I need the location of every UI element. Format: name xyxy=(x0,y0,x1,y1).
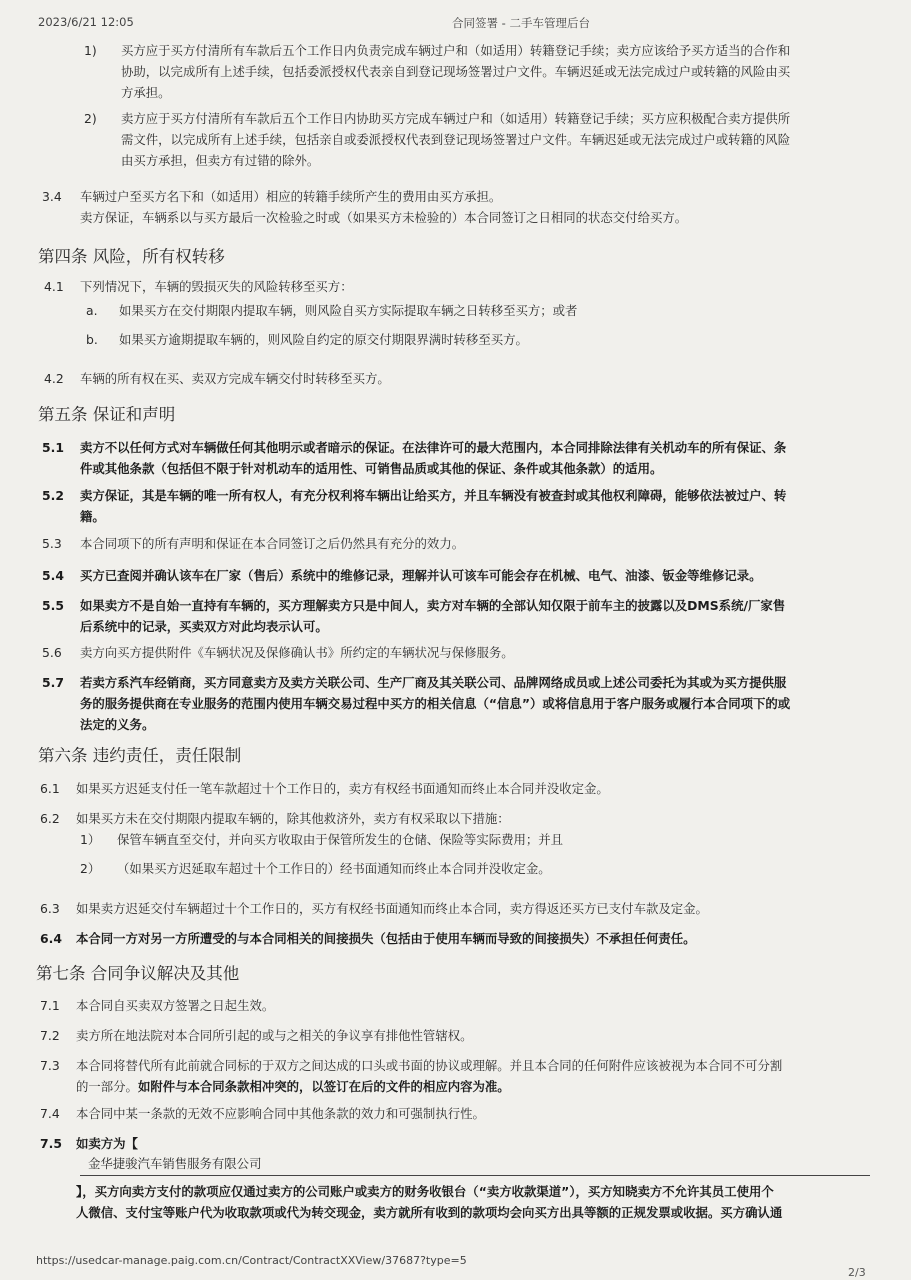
clause-5-6: 卖方向买方提供附件《车辆状况及保修确认书》所约定的车辆状况与保修服务。 xyxy=(80,645,514,660)
clause-4-1-a: 如果买方在交付期限内提取车辆，则风险自买方实际提取车辆之日转移至买方；或者 xyxy=(119,303,578,318)
clause-6-4-number: 6.4 xyxy=(40,931,62,946)
clause-6-1-number: 6.1 xyxy=(40,781,60,796)
clause-5-7-number: 5.7 xyxy=(42,675,64,690)
clause-4-1-b-number: b. xyxy=(86,332,98,347)
clause-5-2-number: 5.2 xyxy=(42,488,64,503)
clause-6-2-1-number: 1） xyxy=(80,832,101,847)
clause-5-5 xyxy=(80,595,785,637)
clause-line: 协助，以完成所有上述手续，包括委派授权代表亲自到登记现场签署过户文件。车辆迟延或无法完成过户或转籍的风险由买 xyxy=(121,64,791,79)
clause-4-1: 下列情况下，车辆的毁损灭失的风险转移至买方： xyxy=(80,279,353,294)
clause-7-4: 本合同中某一条款的无效不应影响合同中其他条款的效力和可强制执行性。 xyxy=(76,1106,485,1121)
page-url: https://usedcar-manage.paig.com.cn/Contract/ContractXXView/37687?type=5 xyxy=(36,1254,467,1267)
clause-5-7 xyxy=(80,672,790,735)
clause-line: 件或其他条款（包括但不限于针对机动车的适用性、可销售品质或其他的保证、条件或其他条款）的适用。 xyxy=(80,461,663,476)
clause-line: 需文件，以完成所有上述手续，包括亲自或委派授权代表到登记现场签署过户文件。车辆迟延或无法完成过户或转籍的风险 xyxy=(121,132,791,147)
clause-6-2-2-number: 2） xyxy=(80,861,101,876)
clause-3-3-1 xyxy=(121,40,790,103)
clause-line: 后系统中的记录，买卖双方对此均表示认可。 xyxy=(80,619,328,634)
clause-6-2-2: （如果买方迟延取车超过十个工作日的）经书面通知而终止本合同并没收定金。 xyxy=(117,861,551,876)
clause-7-5-body xyxy=(76,1181,782,1223)
clause-3-4-number: 3.4 xyxy=(42,189,62,204)
clause-6-2-1: 保管车辆直至交付，并向买方收取由于保管所发生的仓储、保险等实际费用；并且 xyxy=(117,832,564,847)
clause-line: 本合同将替代所有此前就合同标的于双方之间达成的口头或书面的协议或理解。并且本合同的任何附件应该被视为本合同不可分割 xyxy=(76,1058,783,1073)
clause-5-5-number: 5.5 xyxy=(42,598,64,613)
clause-7-3 xyxy=(76,1055,782,1097)
clause-line: 务的服务提供商在专业服务的范围内使用车辆交易过程中买方的相关信息（“信息”）或将信息用于客户服务或履行本合同项下的或 xyxy=(80,696,791,711)
clause-6-4: 本合同一方对另一方所遭受的与本合同相关的间接损失（包括由于使用车辆而导致的间接损失）不承担任何责任。 xyxy=(76,931,696,946)
clause-5-1-number: 5.1 xyxy=(42,440,64,455)
clause-7-2: 卖方所在地法院对本合同所引起的或与之相关的争议享有排他性管辖权。 xyxy=(76,1028,473,1043)
clause-7-5-label: 如卖方为【 xyxy=(76,1136,138,1151)
clause-4-2: 车辆的所有权在买、卖双方完成车辆交付时转移至买方。 xyxy=(80,371,390,386)
clause-line: 卖方不以任何方式对车辆做任何其他明示或者暗示的保证。在法律许可的最大范围内，本合同排除法律有关机动车的所有保证、条 xyxy=(80,440,787,455)
clause-3-3-1-number: 1) xyxy=(84,43,97,58)
clause-3-3-2-number: 2) xyxy=(84,111,97,126)
clause-line: 车辆过户至买方名下和（如适用）相应的转籍手续所产生的费用由买方承担。 xyxy=(80,189,502,204)
clause-5-3-number: 5.3 xyxy=(42,536,62,551)
clause-line: 由买方承担，但卖方有过错的除外。 xyxy=(121,153,320,168)
clause-line: 】，买方向卖方支付的款项应仅通过卖方的公司账户或卖方的财务收银台（“卖方收款渠道”），买方知晓卖方不允许其员工使用个 xyxy=(76,1184,774,1199)
clause-5-1 xyxy=(80,437,786,479)
clause-line: 人微信、支付宝等账户代为收取款项或代为转交现金，卖方就所有收到的款项均会向买方出具等额的正规发票或收据。买方确认通 xyxy=(76,1205,783,1220)
clause-line: 方承担。 xyxy=(121,85,171,100)
clause-5-6-number: 5.6 xyxy=(42,645,62,660)
clause-4-1-a-number: a. xyxy=(86,303,98,318)
clause-line: 法定的义务。 xyxy=(80,717,155,732)
clause-4-1-b: 如果买方逾期提取车辆的，则风险自约定的原交付期限界满时转移至买方。 xyxy=(119,332,528,347)
clause-6-3-number: 6.3 xyxy=(40,901,60,916)
clause-line: 籍。 xyxy=(80,509,105,524)
clause-7-5-number: 7.5 xyxy=(40,1136,62,1151)
clause-6-1: 如果买方迟延支付任一笔车款超过十个工作日的，卖方有权经书面通知而终止本合同并没收定金。 xyxy=(76,781,609,796)
clause-line: 卖方保证，车辆系以与买方最后一次检验之时或（如果买方未检验的）本合同签订之日相同的状态交付给买方。 xyxy=(80,210,688,225)
article-7-heading: 第七条 合同争议解决及其他 xyxy=(36,964,240,983)
clause-5-2 xyxy=(80,485,786,527)
clause-line: 卖方保证，其是车辆的唯一所有权人，有充分权利将车辆出让给买方，并且车辆没有被查封或其他权利障碍，能够依法被过户、转 xyxy=(80,488,787,503)
clause-7-1-number: 7.1 xyxy=(40,998,60,1013)
clause-7-4-number: 7.4 xyxy=(40,1106,60,1121)
clause-line: 若卖方系汽车经销商，买方同意卖方及卖方关联公司、生产厂商及其关联公司、品牌网络成员或上述公司委托为其或为买方提供服 xyxy=(80,675,787,690)
clause-line xyxy=(76,1076,782,1097)
print-page-title: 合同签署 - 二手车管理后台 xyxy=(452,16,590,30)
clause-7-2-number: 7.2 xyxy=(40,1028,60,1043)
seller-company-name: 金华捷骏汽车销售服务有限公司 xyxy=(88,1156,262,1171)
clause-3-4 xyxy=(80,186,687,228)
print-date: 2023/6/21 12:05 xyxy=(38,15,134,29)
clause-6-3: 如果卖方迟延交付车辆超过十个工作日的，买方有权经书面通知而终止本合同，卖方得返还买方已支付车款及定金。 xyxy=(76,901,708,916)
clause-line: 如果卖方不是自始一直持有车辆的，买方理解卖方只是中间人，卖方对车辆的全部认知仅限于前车主的披露以及DMS系统/厂家售 xyxy=(80,598,786,613)
clause-line: 买方应于买方付清所有车款后五个工作日内负责完成车辆过户和（如适用）转籍登记手续；卖方应该给予买方适当的合作和 xyxy=(121,43,791,58)
clause-5-4-number: 5.4 xyxy=(42,568,64,583)
clause-3-3-2 xyxy=(121,108,790,171)
article-6-heading: 第六条 违约责任，责任限制 xyxy=(38,746,242,765)
clause-5-4: 买方已查阅并确认该车在厂家（售后）系统中的维修记录，理解并认可该车可能会存在机械、电气、油漆、钣金等维修记录。 xyxy=(80,568,762,583)
clause-7-3-number: 7.3 xyxy=(40,1058,60,1073)
article-4-heading: 第四条 风险，所有权转移 xyxy=(38,247,225,266)
clause-text-bold: 如附件与本合同条款相冲突的，以签订在后的文件的相应内容为准。 xyxy=(137,1079,510,1094)
clause-5-3: 本合同项下的所有声明和保证在本合同签订之后仍然具有充分的效力。 xyxy=(80,536,465,551)
clause-7-1: 本合同自买卖双方签署之日起生效。 xyxy=(76,998,275,1013)
clause-line: 卖方应于买方付清所有车款后五个工作日内协助买方完成车辆过户和（如适用）转籍登记手续；买方应积极配合卖方提供所 xyxy=(121,111,791,126)
clause-4-2-number: 4.2 xyxy=(44,371,64,386)
clause-4-1-number: 4.1 xyxy=(44,279,64,294)
clause-6-2-number: 6.2 xyxy=(40,811,60,826)
clause-text: 的一部分。 xyxy=(76,1079,138,1094)
clause-6-2: 如果买方未在交付期限内提取车辆的，除其他救济外，卖方有权采取以下措施： xyxy=(76,811,510,826)
article-5-heading: 第五条 保证和声明 xyxy=(38,405,176,424)
company-underline xyxy=(80,1175,870,1176)
page-number: 2/3 xyxy=(848,1266,866,1279)
